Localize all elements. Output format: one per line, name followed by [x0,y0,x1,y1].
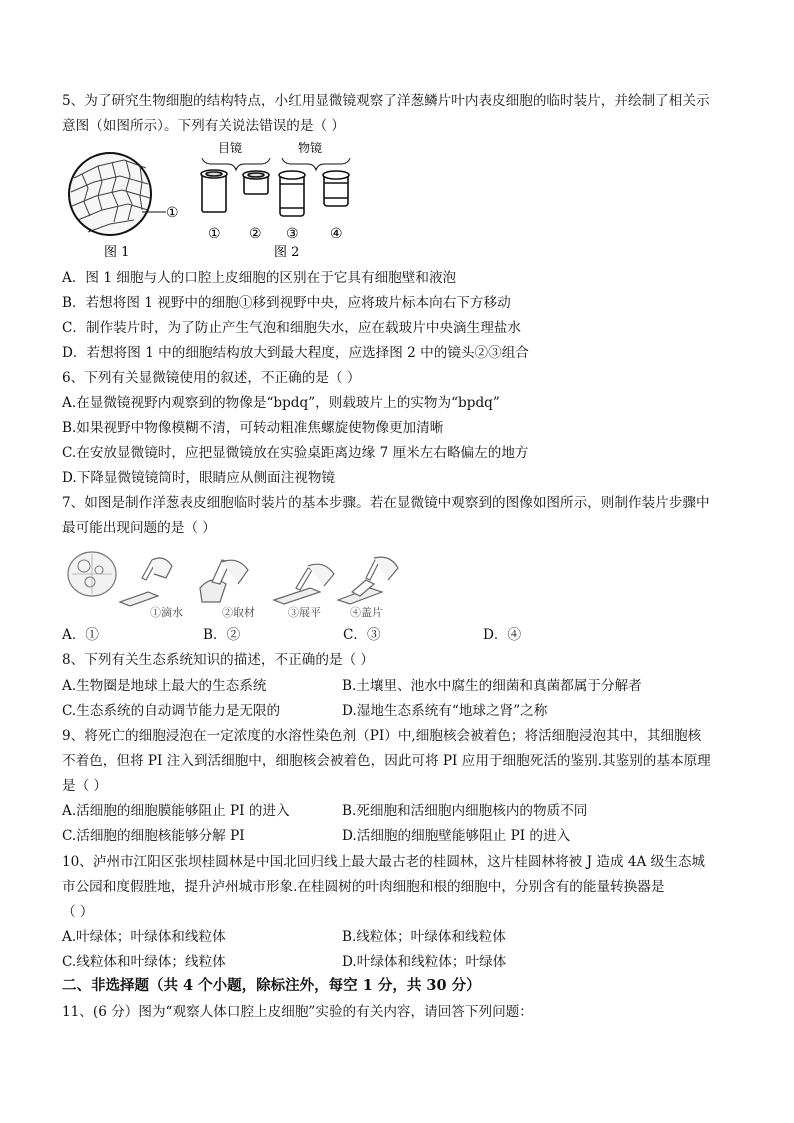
q7-option-d: D．④ [483,627,522,643]
q9-option-a: A.活细胞的细胞膜能够阻止 PI 的进入 [62,803,290,819]
q10-options-row-1 [62,928,762,946]
eyepiece-label: 目镜 [218,141,243,155]
q9-option-b: B.死细胞和活细胞内细胞核内的物质不同 [342,803,588,819]
q7-option-b: B．② [203,627,241,643]
lens-3-icon [279,171,305,216]
lens-num-2: ② [249,226,262,242]
q8-option-b: B.土壤里、池水中腐生的细菌和真菌都属于分解者 [342,678,642,694]
q5-stem-line1: 5、为了研究生物细胞的结构特点，小红用显微镜观察了洋葱鳞片叶内表皮细胞的临时装片，并绘制了相关示 [62,93,710,109]
q9-stem-line3: 是（ ） [62,778,108,794]
q6-option-d: D.下降显微镜镜筒时，眼睛应从侧面注视物镜 [62,470,336,486]
q7-stem-line2: 最可能出现问题的是（ ） [62,520,216,536]
q8-stem: 8、下列有关生态系统知识的描述，不正确的是（ ） [62,652,375,668]
fig1-pointer-label: ① [166,205,179,221]
q5-option-c: C．制作装片时，为了防止产生气泡和细胞失水，应在载玻片中央滴生理盐水 [62,320,521,336]
q10-option-c: C.线粒体和叶绿体；线粒体 [62,954,226,970]
q10-option-b: B.线粒体；叶绿体和线粒体 [342,929,506,945]
lens-num-1: ① [208,226,221,242]
lens-1-icon [201,170,227,212]
section-2-heading: 二、非选择题（共 4 个小题，除标注外，每空 1 分，共 30 分） [62,977,481,994]
q6-stem: 6、下列有关显微镜使用的叙述，不正确的是（ ） [62,370,361,386]
q10-option-d: D.叶绿体和线粒体；叶绿体 [342,954,507,970]
q10-options-row-2 [62,953,762,971]
fig2-caption: 图 2 [274,245,300,260]
objective-brace [282,158,350,170]
q8-options-row-2 [62,702,762,720]
q5-stem-line2: 意图（如图所示）。下列有关说法错误的是（ ） [62,118,345,134]
q8-option-d: D.湿地生态系统有“地球之肾”之称 [342,703,548,719]
q9-option-d: D.活细胞的细胞壁能够阻止 PI 的进入 [342,828,571,844]
q7-step-1-label: ①滴水 [150,606,183,619]
q9-options-row-2 [62,827,762,845]
eyepiece-brace [202,158,270,170]
q7-step-3-label: ③展平 [288,606,321,619]
q7-option-a: A．① [62,627,100,643]
q7-step-2-label: ②取材 [222,606,255,619]
q9-stem-line2: 不着色，但将 PI 注入到活细胞中，细胞核会被着色，因此可将 PI 应用于细胞死活的鉴别.其鉴别的基本原理 [62,753,711,769]
fig1-field-of-view [69,153,166,235]
q6-option-a: A.在显微镜视野内观察到的物像是“bpdq”，则载玻片上的实物为“bpdq” [62,395,500,411]
q7-option-c: C．③ [343,627,381,643]
q5-figure [62,138,362,264]
q6-option-c: C.在安放显微镜时，应把显微镜放在实验桌距离边缘 7 厘米左右略偏左的地方 [62,445,529,461]
lens-num-4: ④ [330,226,343,242]
q7-step-4-label: ④盖片 [350,606,383,619]
q10-stem-line1: 10、泸州市江阳区张坝桂圆林是中国北回归线上最大最古老的桂圆林，这片桂圆林将被 J 造成 4A 级生态城 [62,854,706,870]
q10-option-a: A.叶绿体；叶绿体和线粒体 [62,929,226,945]
q8-option-c: C.生态系统的自动调节能力是无限的 [62,703,281,719]
fig1-caption: 图 1 [104,245,130,260]
q9-option-c: C.活细胞的细胞核能够分解 PI [62,828,245,844]
q9-stem-line1: 9、将死亡的细胞浸泡在一定浓度的水溶性染色剂（PI）中,细胞核会被着色；将活细胞浸泡其中，其细胞核 [62,728,702,744]
q9-options-row-1 [62,802,762,820]
lens-2-icon [243,171,269,194]
q8-option-a: A.生物圈是地球上最大的生态系统 [62,678,267,694]
q5-option-a: A．图 1 细胞与人的口腔上皮细胞的区别在于它具有细胞壁和液泡 [62,270,457,286]
q6-option-b: B.如果视野中物像模糊不清，可转动粗准焦螺旋使物像更加清晰 [62,420,444,436]
q10-stem-line2: 市公园和度假胜地，提升泸州城市形象.在桂圆树的叶肉细胞和根的细胞中，分别含有的能量转换器是 [62,879,665,895]
q7-microscope-view [68,552,116,596]
q7-figure [62,544,404,622]
lens-num-3: ③ [286,226,299,242]
q7-stem-line1: 7、如图是制作洋葱表皮细胞临时装片的基本步骤。若在显微镜中观察到的图像如图所示，则制作装片步骤中 [62,495,710,511]
q11-stem: 11、(6 分）图为“观察人体口腔上皮细胞”实验的有关内容，请回答下列问题： [62,1004,533,1020]
q5-option-b: B．若想将图 1 视野中的细胞①移到视野中央，应将玻片标本向右下方移动 [62,295,511,311]
lens-4-icon [323,171,349,206]
q8-options-row-1 [62,677,762,695]
q5-option-d: D．若想将图 1 中的细胞结构放大到最大程度，应选择图 2 中的镜头②③组合 [62,345,529,361]
q10-stem-line3: （ ） [62,904,94,920]
objective-label: 物镜 [298,141,323,155]
